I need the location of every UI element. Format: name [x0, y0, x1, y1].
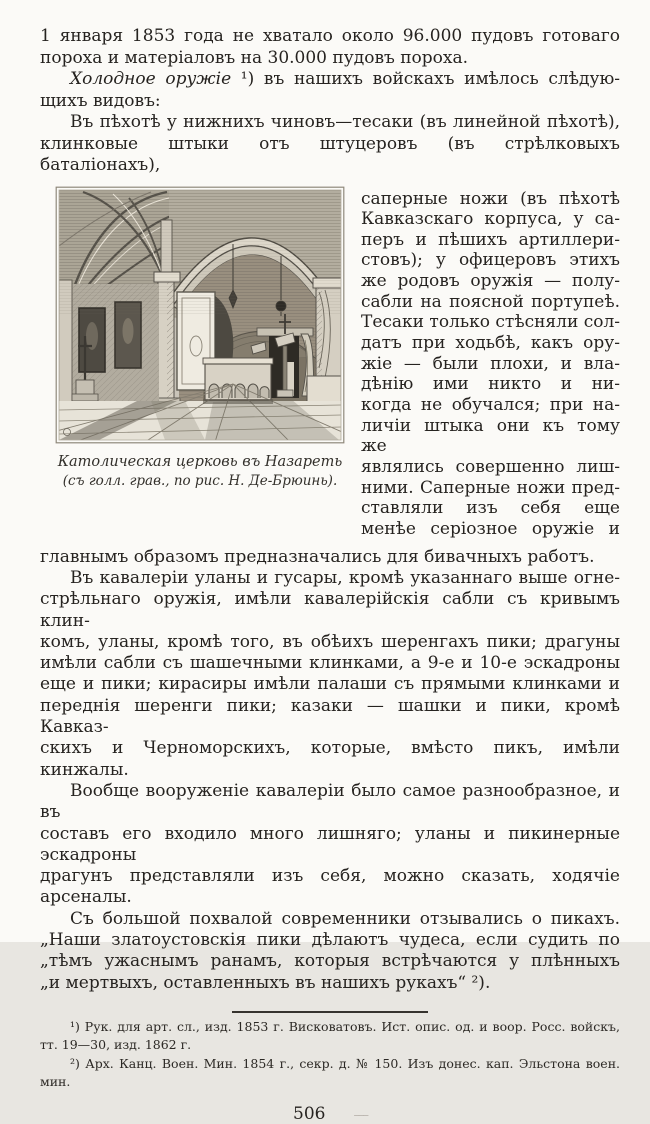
- church-interior-engraving: [55, 186, 345, 444]
- text-line: главнымъ образомъ предназначались для бивачныхъ работъ.: [40, 546, 595, 567]
- text-line: „и мертвыхъ, оставленныхъ въ нашихъ рукахъ“ ²).: [40, 972, 491, 993]
- text-line: ставляли изъ себя еще: [361, 498, 620, 519]
- text-line: жіе — были плохи, и вла-: [361, 353, 620, 374]
- text-line: являлись совершенно лиш-: [361, 457, 620, 478]
- text-line: менѣе серіозное оружіе и: [361, 519, 620, 539]
- text-line: стовъ); у офицеровъ этихъ: [361, 250, 620, 271]
- text-line: щихъ видовъ:: [40, 90, 161, 111]
- text-line: [40, 69, 620, 91]
- text-line: „Наши златоустовскія пики дѣлаютъ чудеса, если судить по: [40, 930, 620, 950]
- footnote-divider: [232, 1011, 428, 1013]
- page-number: 506: [293, 1103, 326, 1124]
- text-line: ²) Арх. Канц. Воен. Мин. 1854 г., секр. д. № 150. Изъ донес. кап. Эльстона воен. мин.: [40, 1055, 620, 1090]
- text-line: саперные ножи (въ пѣхотѣ: [361, 188, 620, 209]
- text-line: 1 января 1853 года не хватало около 96.000 пудовъ готоваго: [40, 26, 620, 46]
- text-line: Въ кавалеріи уланы и гусары, кромѣ указаннаго выше огне-: [70, 567, 620, 588]
- text-line: Въ пѣхотѣ у нижнихъ чиновъ—тесаки (въ линейной пѣхотѣ),: [70, 112, 620, 132]
- text-line: тт. 19—30, изд. 1862 г.: [40, 1037, 192, 1053]
- text-line: имѣли сабли съ шашечными клинками, а 9-е и 10-е эскадроны: [40, 653, 620, 674]
- figure-caption-line: (съ голл. грав., по рис. Н. Де-Брюинь).: [62, 472, 338, 489]
- text-line: ними. Саперные ножи пред-: [361, 477, 620, 498]
- text-line: датъ при ходьбѣ, какъ ору-: [361, 333, 620, 354]
- text-line: „тѣмъ ужаснымъ ранамъ, которыя встрѣчаются у плѣнныхъ: [40, 951, 620, 972]
- text-line: стрѣльнаго оружія, имѣли кавалерійскія сабли съ кривымъ клин-: [40, 589, 620, 631]
- text-line: Кавказскаго корпуса, у са-: [361, 209, 620, 230]
- text-line: личіи штыка они къ тому же: [361, 415, 620, 457]
- figure-caption-line: Католическая церковь въ Назареть: [57, 453, 343, 470]
- figure-caption: [55, 453, 345, 491]
- text-line: драгунъ представляли изъ себя, можно сказать, ходячіе арсеналы.: [40, 866, 620, 908]
- text-line: же родовъ оружія — полу-: [361, 271, 620, 292]
- text-line: Съ большой похвалой современники отзывались о пикахъ.: [70, 908, 620, 929]
- text-line: клинковые штыки отъ штуцеровъ (въ стрѣлковыхъ баталіонахъ),: [40, 133, 620, 175]
- text-line: перъ и пѣшихъ артиллери-: [361, 229, 620, 250]
- text-span: ¹) въ нашихъ войскахъ имѣлось слѣдую-: [231, 69, 620, 89]
- wrapped-text-column: [361, 186, 620, 540]
- figure-and-text-row: [40, 186, 620, 540]
- text-line: когда не обучался; при на-: [361, 395, 620, 416]
- figure-block: [55, 186, 345, 540]
- text-line: Тесаки только стѣсняли сол-: [361, 312, 620, 333]
- text-line: составъ его входило много лишняго; уланы и пикинерные эскадроны: [40, 823, 620, 865]
- text-line: дѣнію ими никто и ни-: [361, 374, 620, 395]
- text-line: еще и пики; кирасиры имѣли палаши съ прямыми клинками и: [40, 674, 620, 695]
- body-paragraphs: [40, 547, 620, 994]
- page-footer: [40, 1104, 620, 1124]
- intro-paragraphs: [40, 26, 620, 177]
- emphasized-term: Холодное оружіе: [70, 69, 232, 89]
- footnotes: [40, 1018, 620, 1092]
- scan-artifact: –––: [353, 1107, 367, 1123]
- text-line: комъ, уланы, кромѣ того, въ обѣихъ шеренгахъ пики; драгуны: [40, 631, 620, 652]
- text-line: пороха и матеріаловъ на 30.000 пудовъ пороха.: [40, 47, 469, 68]
- text-line: ¹) Рук. для арт. сл., изд. 1853 г. Висковатовъ. Ист. опис. од. и воор. Росс. войскъ,: [70, 1018, 620, 1034]
- text-line: переднія шеренги пики; казаки — шашки и пики, кромѣ Кавказ-: [40, 695, 620, 738]
- text-line: скихъ и Черноморскихъ, которые, вмѣсто пикъ, имѣли кинжалы.: [40, 738, 620, 780]
- text-line: Вообще вооруженіе кавалеріи было самое разнообразное, и въ: [40, 780, 620, 823]
- text-line: сабли на поясной портупеѣ.: [361, 291, 620, 312]
